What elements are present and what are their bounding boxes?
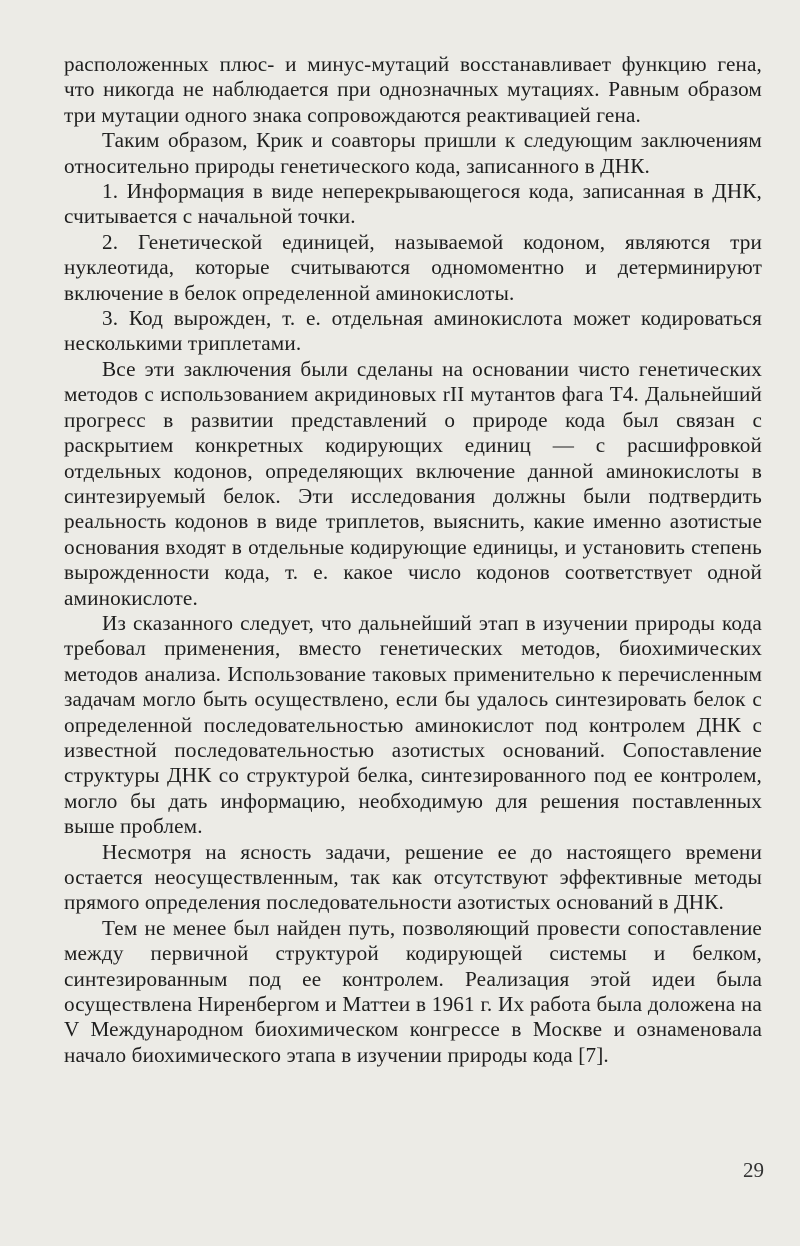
page-number: 29	[743, 1158, 764, 1182]
paragraph-biochemical-methods: Из сказанного следует, что дальнейший этап в изучении природы кода требовал применения, вместо генетических методов, биохимических методов анализа. Использование таковых применительно к перечисленным задачам могло быть осуществлено, если бы удалось синтезировать белок с определенной последовательностью аминокислот под контролем ДНК с известной последовательностью азотистых оснований. Сопоставление структуры ДНК со структурой белка, синтезированного под ее контролем, могло бы дать информацию, необходимую для решения поставленных выше проблем.	[64, 610, 762, 839]
paragraph-conclusion-3: 3. Код вырожден, т. е. отдельная аминокислота может кодироваться несколькими триплетами.	[64, 306, 762, 356]
body-text	[64, 52, 762, 1068]
paragraph-conclusion-1: 1. Информация в виде неперекрывающегося кода, записанная в ДНК, считывается с начальной точки.	[64, 179, 762, 229]
paragraph-continuation: расположенных плюс- и минус-мутаций восстанавливает функцию гена, что никогда не наблюдается при однозначных мутациях. Равным образом три мутации одного знака сопровождаются реактивацией гена.	[64, 52, 762, 127]
paragraph-genetic-methods: Все эти заключения были сделаны на основании чисто генетических методов с использованием акридиновых rII мутантов фага Т4. Дальнейший прогресс в развитии представлений о природе кода был связан с раскрытием конкретных кодирующих единиц — с расшифровкой отдельных кодонов, определяющих включение данной аминокислоты в синтезируемый белок. Эти исследования должны были подтвердить реальность кодонов в виде триплетов, выяснить, какие именно азотистые основания входят в отдельные кодирующие единицы, и установить степень вырожденности кода, т. е. какое число кодонов соответствует одной аминокислоте.	[64, 356, 762, 610]
paragraph-unsolved-task: Несмотря на ясность задачи, решение ее до настоящего времени остается неосуществленным, так как отсутствуют эффективные методы прямого определения последовательности азотистых оснований в ДНК.	[64, 839, 762, 915]
paragraph-conclusion-2: 2. Генетической единицей, называемой кодоном, являются три нуклеотида, которые считываются одномоментно и детерминируют включение в белок определенной аминокислоты.	[64, 229, 762, 305]
paragraph-nirenberg-matthaei: Тем не менее был найден путь, позволяющий провести сопоставление между первичной структурой кодирующей системы и белком, синтезированным под ее контролем. Реализация этой идеи была осуществлена Ниренбергом и Маттеи в 1961 г. Их работа была доложена на V Международном биохимическом конгрессе в Москве и ознаменовала начало биохимического этапа в изучении природы кода [7].	[64, 915, 762, 1067]
paragraph-conclusions-intro: Таким образом, Крик и соавторы пришли к следующим заключениям относительно природы генетического кода, записанного в ДНК.	[64, 128, 762, 178]
